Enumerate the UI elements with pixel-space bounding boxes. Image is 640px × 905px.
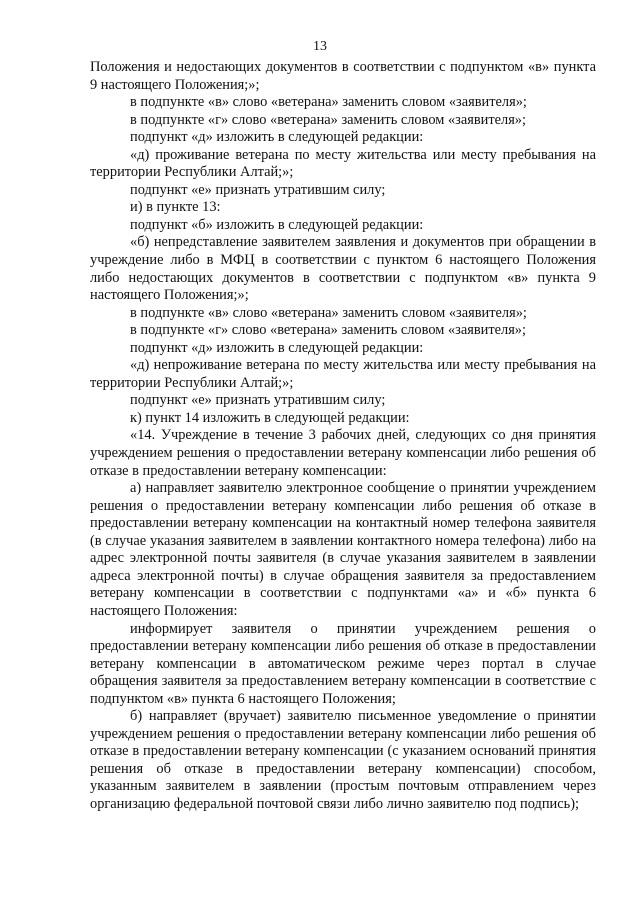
paragraph: в подпункте «г» слово «ветерана» заменить словом «заявителя»; bbox=[130, 322, 527, 339]
paragraph: подпункт «д» изложить в следующей редакции: bbox=[130, 129, 424, 146]
paragraph: информирует заявителя о принятии учреждением решения о предоставлении ветерану компенсации либо решения об отказе в предоставлении ветерану компенсации в автоматическом режиме через портал в случае обращения заявителя за предоставлением ветерану компенсации в соответствие с подпунктом «в» пункта 6 настоящего Положения; bbox=[90, 620, 596, 707]
paragraph: подпункт «е» признать утратившим силу; bbox=[130, 181, 386, 198]
paragraph: в подпункте «в» слово «ветерана» заменить словом «заявителя»; bbox=[130, 304, 527, 321]
paragraph: в подпункте «в» слово «ветерана» заменить словом «заявителя»; bbox=[130, 94, 527, 111]
paragraph: «14. Учреждение в течение 3 рабочих дней, следующих со дня принятия учреждением решения о предоставлении ветерану компенсации либо решения об отказе в предоставлении ветерану компенсации: bbox=[90, 427, 596, 479]
paragraph: к) пункт 14 изложить в следующей редакции: bbox=[130, 409, 410, 426]
paragraph: «б) непредставление заявителем заявления и документов при обращении в учреждение либо в МФЦ в соответствии с пунктом 6 настоящего Положения либо недостающих документов в соответствии с подпунктом «в» пункта 9 настоящего Положения;»; bbox=[90, 234, 596, 304]
paragraph: б) направляет (вручает) заявителю письменное уведомление о принятии учреждением решения о предоставлении ветерану компенсации либо решения об отказе в предоставлении ветерану компенсации (с указанием оснований принятия решения об отказе в предоставлении ветерану компенсации) способом, указанным заявителем в заявлении (простым почтовым отправлением через организацию федеральной почтовой связи либо лично заявителю под подпись); bbox=[90, 708, 596, 812]
paragraph: подпункт «д» изложить в следующей редакции: bbox=[130, 339, 424, 356]
document-body bbox=[90, 59, 596, 814]
paragraph: и) в пункте 13: bbox=[130, 199, 221, 216]
paragraph: «д) проживание ветерана по месту жительства или месту пребывания на территории Республики Алтай;»; bbox=[90, 146, 596, 181]
paragraph: подпункт «б» изложить в следующей редакции: bbox=[130, 216, 424, 233]
paragraph: подпункт «е» признать утратившим силу; bbox=[130, 392, 386, 409]
paragraph: «д) непроживание ветерана по месту жительства или месту пребывания на территории Республики Алтай;»; bbox=[90, 357, 596, 391]
paragraph: а) направляет заявителю электронное сообщение о принятии учреждением решения о предоставлении ветерану компенсации либо решения об отказе в предоставлении ветерану компенсации на контактный номер телефона заявителя (в случае указания заявителем в заявлении контактного номера телефона) либо на адрес электронной почты заявителя (в случае указания заявителем в заявлении адреса электронной почты) в случае обращения заявителя за предоставлением ветерану компенсации в соответствии с подпунктами «а» и «б» пункта 6 настоящего Положения: bbox=[90, 480, 596, 619]
paragraph: в подпункте «г» слово «ветерана» заменить словом «заявителя»; bbox=[130, 111, 527, 128]
page-number: 13 bbox=[313, 39, 327, 54]
paragraph: Положения и недостающих документов в соответствии с подпунктом «в» пункта 9 настоящего Положения;»; bbox=[90, 59, 596, 93]
